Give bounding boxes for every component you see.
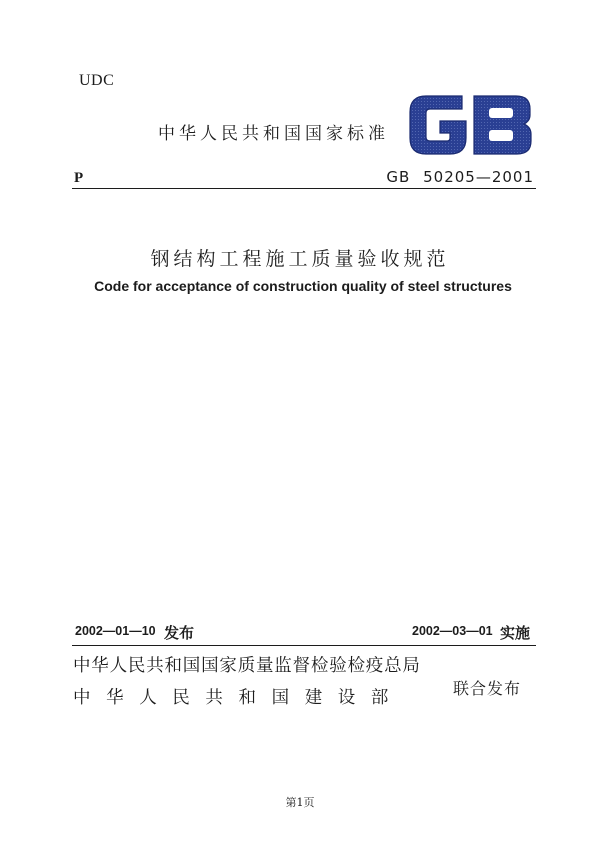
implementation-label: 实施: [500, 624, 531, 642]
title-chinese: 钢结构工程施工质量验收规范: [150, 248, 450, 270]
issuing-agency-aqsiq: 中华人民共和国国家质量监督检验检疫总局: [73, 656, 421, 676]
udc-label: UDC: [79, 72, 115, 89]
gb-logo-icon: [402, 88, 538, 162]
issue-label: 发布: [164, 624, 195, 642]
footer-divider: [72, 645, 536, 646]
header-divider: [72, 188, 536, 189]
implementation-date: 2002—03—01: [412, 624, 493, 638]
page-number: 第1页: [285, 796, 315, 809]
title-english: Code for acceptance of construction quality of steel structures: [94, 278, 512, 294]
national-standard-heading: 中华人民共和国国家标准: [158, 124, 389, 144]
issuing-agency-ministry-of-construction: 中华人民共和国建设部: [73, 688, 404, 708]
classification-code: P: [74, 170, 84, 186]
issue-date: 2002—01—10: [75, 624, 156, 638]
joint-issue-label: 联合发布: [453, 679, 522, 698]
standard-number: GB 50205—2001: [386, 168, 534, 186]
